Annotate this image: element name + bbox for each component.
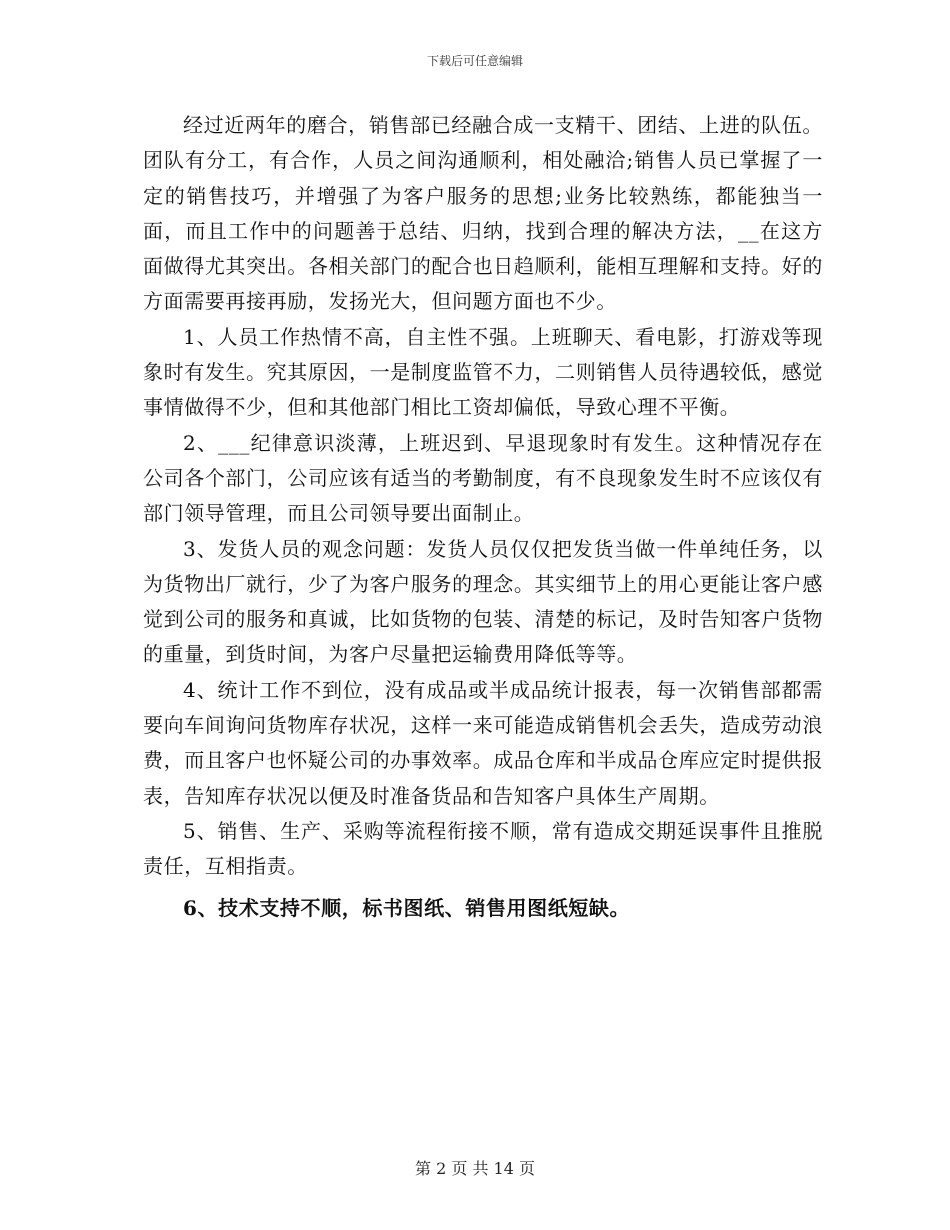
paragraph-issue-5: 5、销售、生产、采购等流程衔接不顺，常有造成交期延误事件且推脱责任，互相指责。	[143, 818, 823, 879]
document-body	[143, 108, 823, 926]
page-number: 第 2 页 共 14 页	[415, 1159, 535, 1178]
paragraph-issue-1: 1、人员工作热情不高，自主性不强。上班聊天、看电影，打游戏等现象时有发生。究其原因，一是制度监管不力，二则销售人员待遇较低，感觉事情做得不少，但和其他部门相比工资却偏低，导致心理不平衡。	[143, 324, 823, 420]
paragraph-issue-4: 4、统计工作不到位，没有成品或半成品统计报表，每一次销售部都需要向车间询问货物库存状况，这样一来可能造成销售机会丢失，造成劳动浪费，而且客户也怀疑公司的办事效率。成品仓库和半成品仓库应定时提供报表，告知库存状况以便及时准备货品和告知客户具体生产周期。	[143, 677, 823, 808]
page-header-note: 下载后可任意编辑	[426, 54, 523, 68]
paragraph-issue-2: 2、___纪律意识淡薄，上班迟到、早退现象时有发生。这种情况存在公司各个部门，公司应该有适当的考勤制度，有不良现象发生时不应该仅有部门领导管理，而且公司领导要出面制止。	[143, 430, 823, 526]
paragraph-issue-6: 6、技术支持不顺，标书图纸、销售用图纸短缺。	[183, 895, 631, 920]
paragraph-intro: 经过近两年的磨合，销售部已经融合成一支精干、团结、上进的队伍。团队有分工，有合作，人员之间沟通顺利，相处融洽;销售人员已掌握了一定的销售技巧，并增强了为客户服务的思想;业务比较熟练，都能独当一面，而且工作中的问题善于总结、归纳，找到合理的解决方法，__在这方面做得尤其突出。各相关部门的配合也日趋顺利，能相互理解和支持。好的方面需要再接再励，发扬光大，但问题方面也不少。	[143, 113, 823, 314]
paragraph-issue-3: 3、发货人员的观念问题：发货人员仅仅把发货当做一件单纯任务，以为货物出厂就行，少了为客户服务的理念。其实细节上的用心更能让客户感觉到公司的服务和真诚，比如货物的包装、清楚的标记，及时告知客户货物的重量，到货时间，为客户尽量把运输费用降低等等。	[143, 536, 823, 667]
